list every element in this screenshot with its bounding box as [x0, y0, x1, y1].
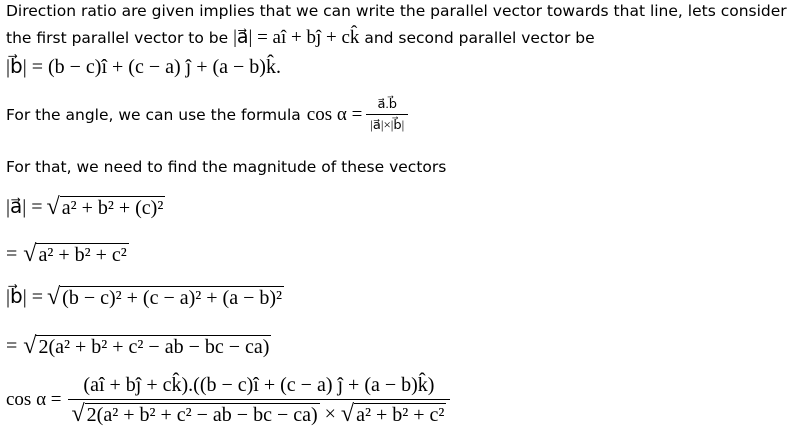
magnitude-intro: For that, we need to find the magnitude of these vectors [6, 158, 447, 176]
angle-formula-line [6, 96, 408, 133]
magnitude-a-sqrt [47, 195, 166, 219]
angle-formula-denominator: |a⃗|×|b⃗| [366, 114, 408, 133]
intro-line-2-prefix: the first parallel vector to be [6, 29, 229, 47]
magnitude-a-simplified [6, 242, 129, 266]
final-den-radicand-2: a² + b² + c² [356, 404, 445, 426]
final-cos-denominator [68, 399, 451, 426]
magnitude-b-lhs: |b⃗| = [6, 286, 43, 308]
cos-alpha-label: cos α = [306, 103, 363, 125]
radical-icon: √ [46, 194, 60, 220]
final-cos-numerator: (aî + bĵ + ck̂).((b − c)î + (c − a) ĵ + (a − b)k̂) [83, 374, 435, 396]
magnitude-a-lhs: |a⃗| = [6, 196, 43, 218]
vector-b-definition: |b⃗| = (b − c)î + (c − a) ĵ + (a − b)k̂. [6, 56, 281, 78]
magnitude-b-equation [6, 284, 284, 309]
intro-line-2 [6, 26, 595, 49]
magnitude-b-simplified [6, 334, 271, 358]
angle-formula-fraction [366, 96, 408, 133]
magnitude-a2-lhs: = [6, 243, 18, 265]
final-den-radicand-1: 2(a² + b² + c² − ab − bc − ca) [86, 404, 318, 426]
radical-icon: √ [23, 241, 37, 267]
magnitude-a2-sqrt [23, 242, 128, 266]
intro-line-1: Direction ratio are given implies that we can write the parallel vector towards that line, lets consider [6, 2, 787, 20]
final-cos-fraction [68, 374, 451, 426]
magnitude-a2-radicand: a² + b² + c² [38, 244, 127, 266]
final-cos-equation [6, 374, 450, 426]
angle-formula-text: For the angle, we can use the formula [6, 105, 301, 124]
radical-icon: √ [46, 284, 61, 310]
final-cos-lhs: cos α = [6, 389, 62, 410]
radical-icon: √ [23, 333, 37, 359]
radical-icon: √ [71, 401, 85, 427]
magnitude-b2-lhs: = [6, 335, 18, 357]
magnitude-a-equation [6, 194, 165, 219]
magnitude-b2-radicand: 2(a² + b² + c² − ab − bc − ca) [38, 336, 270, 358]
final-den-sqrt-2 [341, 402, 446, 426]
magnitude-b2-sqrt [23, 334, 271, 358]
final-den-sqrt-1 [72, 402, 320, 426]
times-sign: × [324, 403, 336, 425]
intro-line-2-suffix: and second parallel vector be [364, 29, 595, 47]
vector-a-definition: |a⃗| = aî + bĵ + ck̂ [233, 27, 360, 48]
magnitude-b-radicand: (b − c)² + (c − a)² + (a − b)² [62, 287, 283, 309]
magnitude-b-sqrt [47, 285, 284, 309]
magnitude-a-radicand: a² + b² + (c)² [61, 197, 164, 219]
radical-icon: √ [340, 401, 355, 427]
angle-formula-numerator: a⃗.b⃗ [377, 96, 397, 111]
